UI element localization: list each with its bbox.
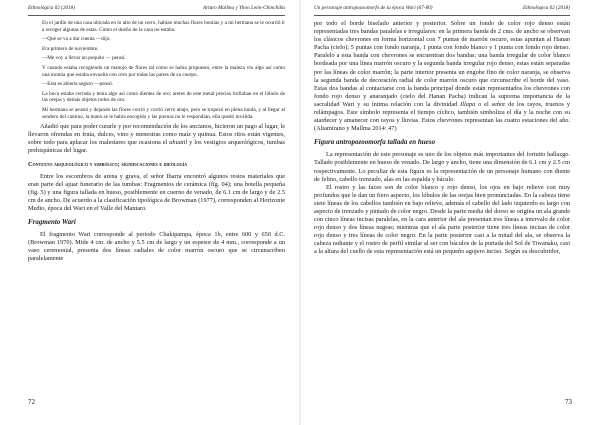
quote-paragraph: Era primero de noviembre. bbox=[42, 45, 99, 52]
quote-paragraph: La boca estaba cerrada y tenía algo así como dientes de oro; aretes de este metal preciso brillaban en el lóbulo de las orejas y demás objetos todos de oro. bbox=[42, 90, 285, 104]
page-body bbox=[314, 20, 570, 257]
paragraph-text: por todo el borde biselado anterior y posterior. Sobre un fondo de color rojo denso están representadas tres bandas paralelas e irregulares: en la primera banda de 2 cms. de ancho se observan los clásicos chevrones en forma horizontal con 7 puntas de marrón oscuro, estas apuntan al Hanan Pacha (cielo); 5 puntas con fondo naranja, 1 punta con fondo blanco y 1 punta con fondo rojo denso. Paralelo a esta banda con chevrones se encuentran dos bandas: una banda irregular de color blanco bordeada por una línea marrón oscuro y la segunda banda irregular rojo denso, estas están separadas por las líneas de color marrón; la parte interior presenta un engobe fino de color naranja, se observa la segunda banda de decoración radial de color marrón oscuro que circunscribe el borde del vaso. Estas dos bandas al contactarse con la banda principal donde están representados los chevrones con fondo rojo denso y anaranjado (cielo del Hanan Pacha) indican la suprema importancia de la sacralidad Wari y su íntima relación con la divinidad bbox=[314, 20, 570, 108]
quote-paragraph: Y cuando estaba recogiendo un manojo de flores tal como se había propuesto, entre la maleza vio algo así como una momia que estaba envuelta con cero por todas las partes de su cuerpo. bbox=[42, 64, 285, 78]
body-paragraph: La representación de este personaje es uno de los objetos más importantes del fortuito hallazgo. Tallado posiblemente en hueso de venado. De largo y ancho, tiene una dimensión de 6.1 cm y 2.5 cm respectivamente. Lo peculiar de esta figura es la representación de un personaje humano con diente de felino, cabello trenzado, alas en las espalda y báculo. bbox=[314, 151, 570, 183]
emphasized-term: Illapa bbox=[460, 100, 476, 108]
paragraph-text: Añadió que para poder curarle y por recomendación de los ancianos, hicieron un pago al lugar, le llevaron ofrendas en fruta, dulces, vino y menestras como maíz y quinua. Estos ritos están vigentes, sobre todo para aplacar los malestares que ocasiona el bbox=[28, 123, 285, 147]
subsection-heading: Figura antropozoomorfa tallada en hueso bbox=[314, 138, 435, 147]
subsection-heading: Fragmento Wari bbox=[28, 217, 76, 226]
quote-paragraph: —Esta es abierta seguro —pensó. bbox=[42, 81, 114, 88]
page-number: 73 bbox=[565, 398, 572, 406]
quote-paragraph: Mi hermana se asustó y dejando las flores corrió y corrió cerro abajo, pero se tropezó en plena huida, y al llegar al sendero del camino, la mano se le había encogido y las piernas no le respondían, ella quedó inválida. bbox=[42, 106, 285, 120]
section-heading: Contexto arqueológico y simbólico; significaciones e ideología bbox=[28, 160, 188, 168]
journal-title: Ethnológica 02 (2018) bbox=[523, 5, 570, 11]
body-paragraph bbox=[28, 123, 285, 155]
emphasized-term: ahuatil bbox=[169, 139, 188, 147]
paragraph-text: y los vestigios arqueológicos, tumbas prehispánicas del lugar. bbox=[28, 139, 286, 155]
quote-paragraph: —Qué se va a dar cuenta —dijo. bbox=[42, 36, 111, 43]
header-rule bbox=[28, 15, 285, 16]
authors: Arturo Mallma y Yhon León-Chinchilla bbox=[203, 5, 285, 11]
body-paragraph: Entre los escombros de arena y grava, el señor Ibarra encontró algunos restos materiales que eran parte del ajuar funerario de las tumbas: Fragmentos de cerámica (fig. 04); una botella pequeña (fig. 5) y una figura tallada en hueso, posiblemente en cuerno de venado, de 6.1 cm de largo y de 2.5 cm de ancho. De acuerdo a la clasificación tipológica de Browman (1977), corresponden al Horizonte Medio, época del Wari en el Valle del Mantaro. bbox=[28, 172, 285, 212]
page-body bbox=[28, 20, 285, 263]
paragraph-text: o el señor de los rayos, truenos y relámpagos. Este símbolo representa el tiempo cíclico, también simboliza el día y la noche con su atardecer y amanecer con rayos y lluvias. Estos chevrones representan las cuatro estaciones del año. (Altamirano y Mallma 2014: 47) bbox=[314, 100, 570, 133]
page-number: 72 bbox=[28, 398, 35, 406]
block-quote bbox=[42, 20, 285, 120]
article-title: Un personaje antropozoomorfo de la época Wari (67-80) bbox=[314, 5, 433, 11]
body-paragraph bbox=[314, 20, 570, 133]
journal-title: Ethnológica 02 (2018) bbox=[28, 5, 75, 11]
right-page bbox=[300, 0, 600, 425]
quote-paragraph: En el jardín de una casa ubicada en lo alto de un cerro, habían muchas flores bonitas y a mi hermana se le ocurrió ir a recoger algunas de estas. Como el dueño de la casa no estaba. bbox=[42, 20, 285, 33]
quote-paragraph: —Me voy a llevar un poquito — pensó. bbox=[42, 55, 126, 62]
body-paragraph: El fragmento Wari corresponde al periodo Chakipampa, época 1b, entre 600 y 650 d.C. (Browman 1970). Mide 4 cm. de ancho y 5.5 cm de largo y un espesor de 4 mm., corresponde a un vaso ceremonial, presenta dos líneas radiales de color marrón oscuro que se circunscriben paralelamente bbox=[28, 230, 285, 263]
body-paragraph: El rostro y las faces son de color blanco y rojo denso, los ojos en bajo relieve con muy profundos que le dan un fiero aspecto, los lóbulos de las orejas bien pronunciadas. En la cabeza tiene siete líneas de los cabellos también en bajo relieve, además el cabello del lado izquierdo es largo con aspecto de trenzado y pintado de color negro. Desde la parte media del dorso se origina un ala grande con cinco líneas incisas paralelas, en la cara anterior del ala presentan tres líneas a intervalo de color rojo denso y dos líneas negras; mientras que el ala parte posterior tiene tres líneas incisas de color rojo denso y tres líneas de color negro. En la parte posterior casi a la mitad del ala, se observa la cabeza radiante y el rostro de perfil similar al ser con báculos de la portada del Sol de Tiwanaku, casi a la altura del cuello de esta representación está un pequeño agujero inciso. Según su descubridor, bbox=[314, 183, 570, 256]
header-rule bbox=[314, 15, 570, 16]
